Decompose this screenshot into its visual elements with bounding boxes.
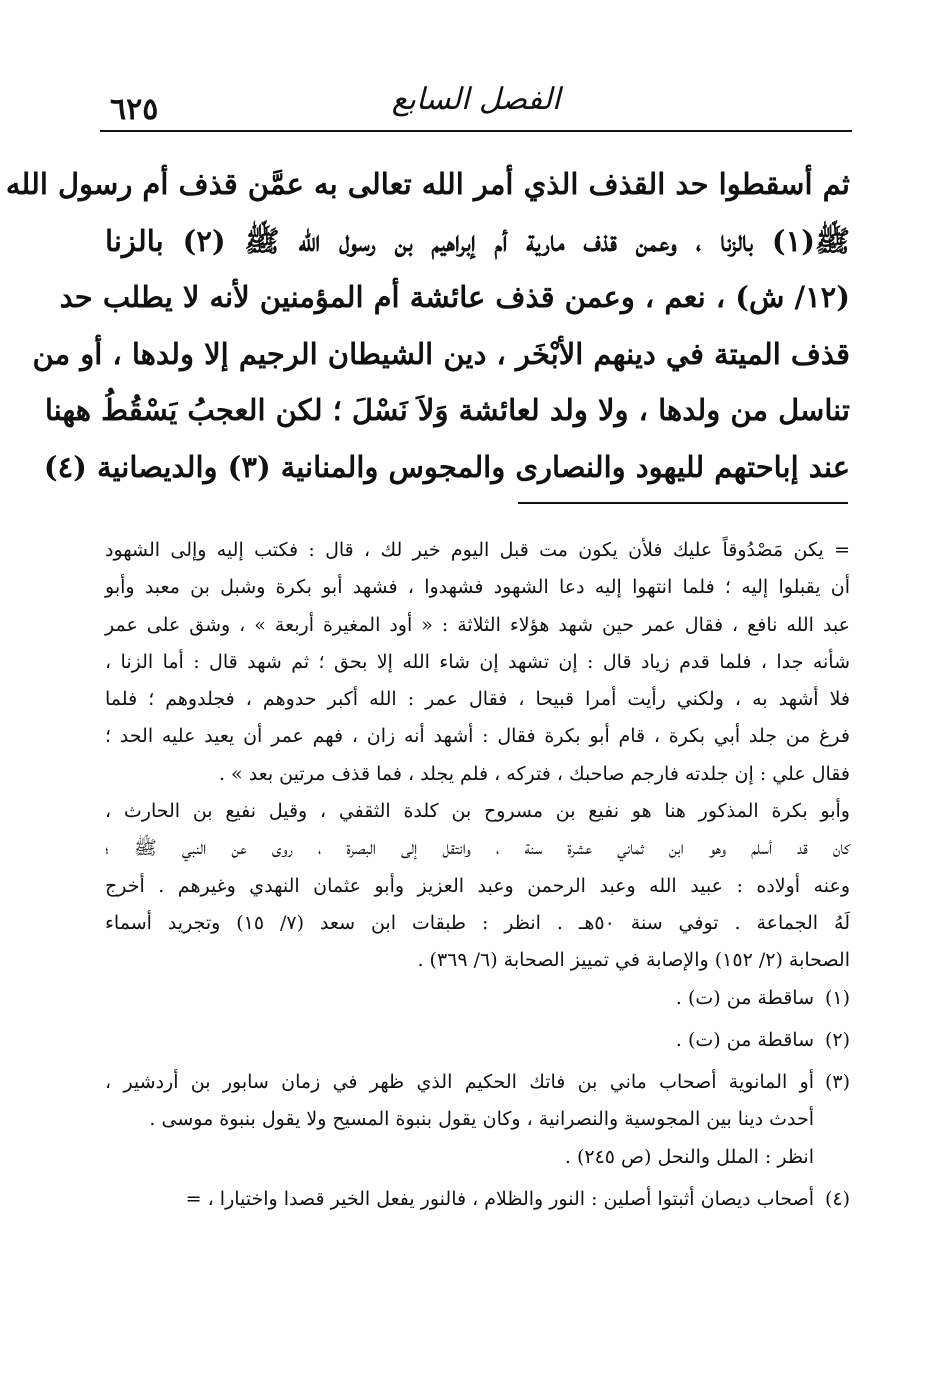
footnote-continuation-line: = يكن مَصْدُوقاً عليك فلأن يكون مت قبل اليوم خير لك ، قال : فكتب إليه وإلى الشهود bbox=[105, 539, 850, 561]
footnote-continuation-line: فلا أشهد به ، ولكني رأيت أمرا قبيحا ، فقال عمر : الله أكبر حدوهم ، فجلدوهم ؛ فلما bbox=[105, 688, 850, 711]
footnote-separator bbox=[518, 502, 848, 504]
footnote-2 bbox=[105, 1022, 850, 1059]
footnote-continuation-line: فقال علي : إن جلدته فارجم صاحبك ، فتركه ، فلم يجلد ، فما قذف مرتين بعد » . bbox=[218, 762, 850, 785]
main-text-line: ﷺ(١) بالزنا ، وعمن قذف مارية أم إبراهيم بن رسول الله ﷺ (٢) بالزنا bbox=[105, 223, 850, 258]
main-text-line: تناسل من ولدها ، ولا ولد لعائشة وَلاَ نَسْلَ ؛ لكن العجبُ يَسْقُطُ ههنا bbox=[44, 393, 850, 427]
footnote-continuation-line: لَهُ الجماعة . توفي سنة ٥٠هـ . انظر : طبقات ابن سعد (٧/ ١٥) وتجريد أسماء bbox=[105, 911, 850, 934]
footnote-continuation-line: الصحابة (٢/ ١٥٢) والإصابة في تمييز الصحابة (٦/ ٣٦٩) . bbox=[417, 949, 850, 972]
footnote-text: ساقطة من (ت) . bbox=[675, 986, 814, 1009]
main-text-line: قذف الميتة في دينهم الأبْخَر ، دين الشيطان الرجيم إلا ولدها ، أو من bbox=[32, 336, 850, 371]
footnote-number: (١) bbox=[824, 986, 850, 1009]
page-header bbox=[100, 78, 852, 128]
footnote-3 bbox=[105, 1064, 850, 1101]
main-text bbox=[5, 156, 850, 495]
footnote-number: (٢) bbox=[824, 1028, 850, 1051]
footnote-continuation-line: كان قد أسلم وهو ابن ثماني عشرة سنة ، وانتقل إلى البصرة ، روى عن النبي ﷺ ؛ bbox=[105, 837, 850, 860]
footnote-text: أو المانوية أصحاب ماني بن فاتك الحكيم الذي ظهر في زمان سابور بن أردشير ، bbox=[105, 1071, 814, 1094]
footnote-continuation-line: وأبو بكرة المذكور هنا هو نفيع بن مسروح بن كلدة الثقفي ، وقيل نفيع بن الحارث ، bbox=[105, 800, 850, 823]
main-text-line: ثم أسقطوا حد القذف الذي أمر الله تعالى به عمَّن قذف أم رسول الله bbox=[5, 167, 850, 201]
footnote-text: ساقطة من (ت) . bbox=[675, 1028, 814, 1051]
footnote-continuation-line: أن يقبلوا إليه ؛ فلما انتهوا إليه دعا الشهود فشهدوا ، فشهد أبو بكرة وشبل بن معبد وأبو bbox=[105, 576, 850, 599]
footnote-number: (٣) bbox=[824, 1071, 850, 1094]
main-text-line: عند إباحتهم لليهود والنصارى والمجوس والمنانية (٣) والديصانية (٤) bbox=[43, 449, 850, 484]
footnote-continuation-line: فرغ من جلد أبي بكرة ، قام أبو بكرة فقال : أشهد أنه زان ، فهم عمر أن يعيد عليه الحد ؛ bbox=[105, 725, 850, 748]
main-text-line: (١٢/ ش) ، نعم ، وعمن قذف عائشة أم المؤمنين لأنه لا يطلب حد bbox=[59, 280, 850, 314]
footnotes bbox=[105, 532, 850, 1218]
footnote-continuation-line: وعنه أولاده : عبيد الله وعبد الرحمن وعبد العزيز وأبو عثمان النهدي وغيرهم . أخرج bbox=[105, 874, 850, 897]
footnote-continuation-line: شأنه جدا ، فلما قدم زياد قال : إن تشهد إن شاء الله إلا بحق ؛ ثم شهد قال : أما الزنا ، bbox=[105, 650, 850, 673]
footnote-4 bbox=[105, 1181, 850, 1218]
page-number: ٦٢٥ bbox=[110, 92, 159, 127]
running-title: الفصل السابع bbox=[391, 82, 561, 117]
footnote-3-line: انظر : الملل والنحل (ص ٢٤٥) . bbox=[564, 1145, 814, 1168]
footnote-3-line: أحدث دينا بين المجوسية والنصرانية ، وكان يقول بنبوة المسيح ولا يقول بنبوة موسى . bbox=[149, 1108, 814, 1131]
header-rule bbox=[100, 130, 852, 132]
footnote-text: أصحاب ديصان أثبتوا أصلين : النور والظلام ، فالنور يفعل الخير قصدا واختيارا ، = bbox=[185, 1188, 814, 1211]
footnote-number: (٤) bbox=[824, 1188, 850, 1211]
footnote-1 bbox=[105, 980, 850, 1017]
footnote-continuation-line: عبد الله نافع ، فقال عمر حين شهد هؤلاء الثلاثة : « أود المغيرة أربعة » ، وشق على عمر bbox=[105, 613, 850, 636]
